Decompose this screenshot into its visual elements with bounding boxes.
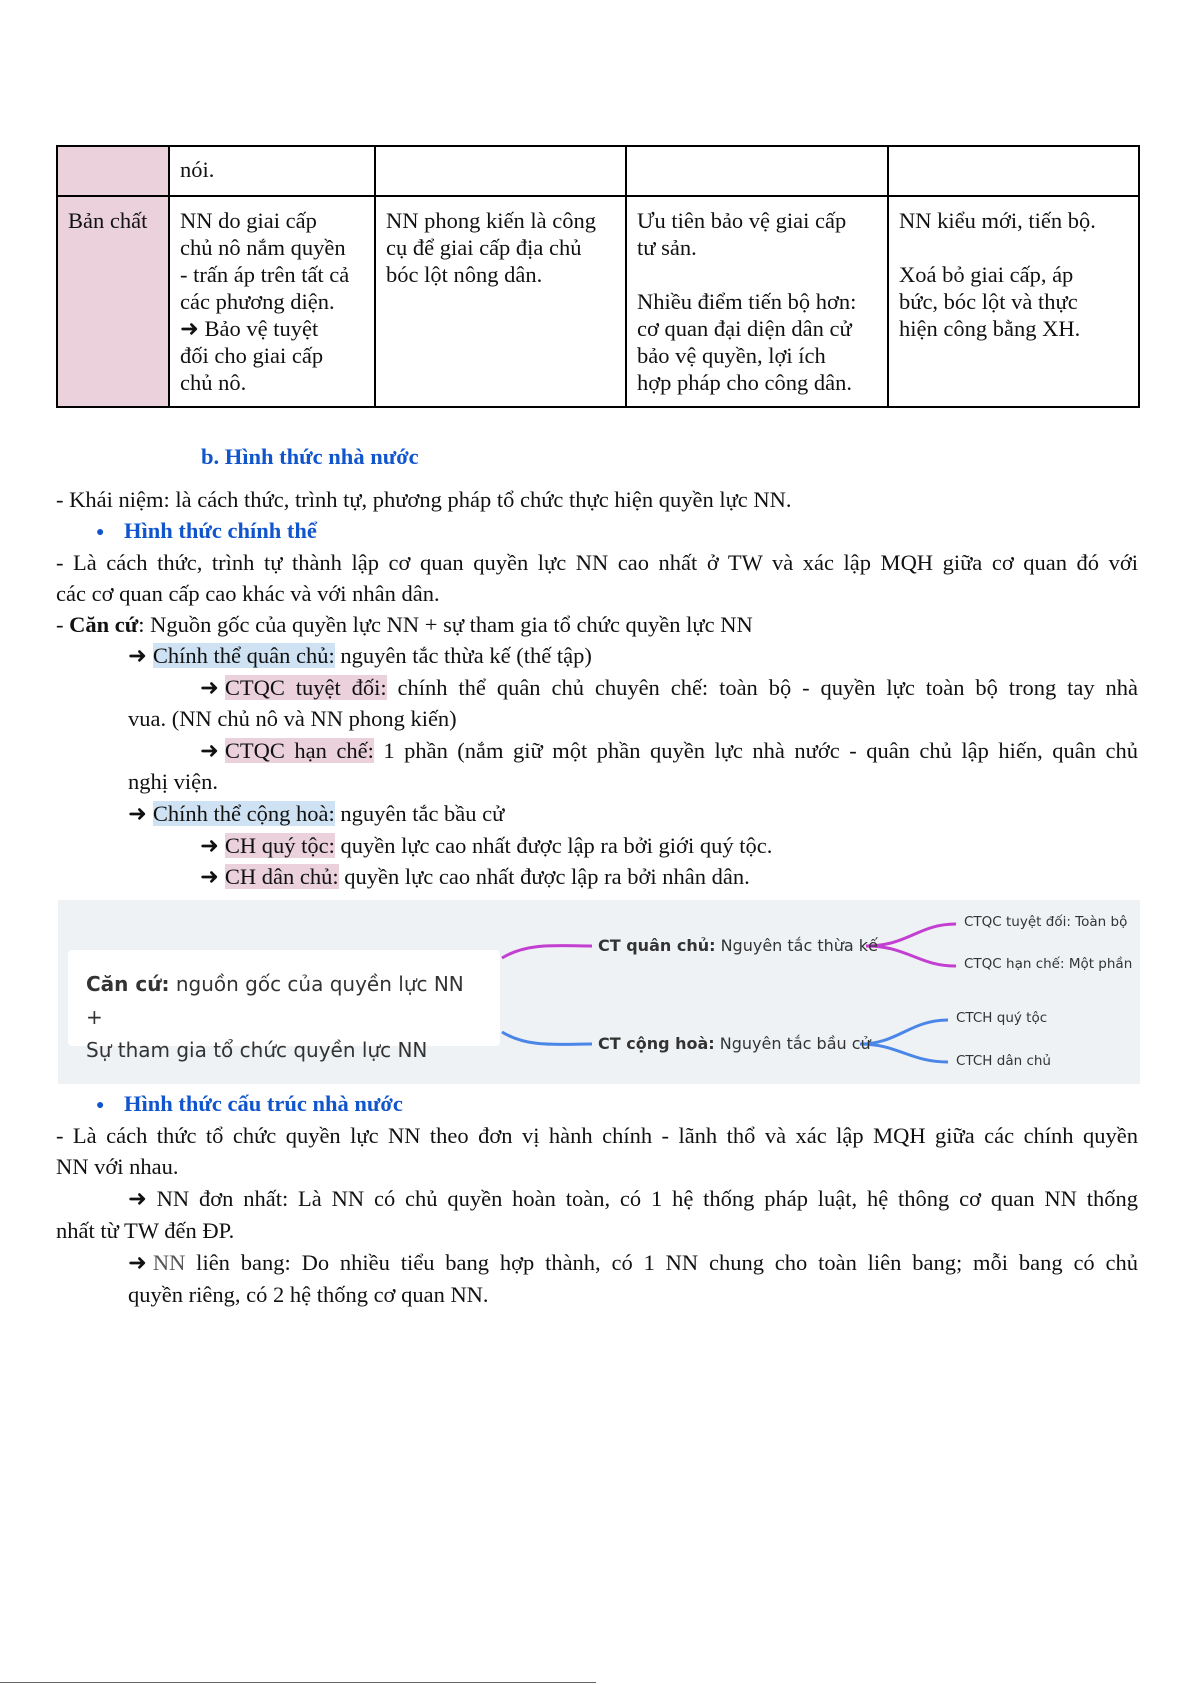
lien-bang-line xyxy=(128,1248,1138,1278)
root-bold: Căn cứ: xyxy=(86,972,170,996)
table-cell: Ưu tiên bảo vệ giai cấp tư sản. Nhiều điểm tiến bộ hơn: cơ quan đại diện dân cử bảo vệ quyền, lợi ích hợp pháp cho công dân. xyxy=(626,196,888,407)
arrow-icon: ➜ xyxy=(200,738,219,763)
heading-text: Hình thức cấu trúc nhà nước xyxy=(124,1091,403,1116)
mindmap-leaf: CTQC tuyệt đối: Toàn bộ xyxy=(964,914,1128,930)
paragraph-line: các cơ quan cấp cao khác và với nhân dân. xyxy=(56,581,440,606)
can-cu-label: Căn cứ xyxy=(69,612,139,637)
table-row xyxy=(57,146,1139,196)
cong-hoa-line xyxy=(128,799,504,829)
node-text: Nguyên tắc thừa kế xyxy=(715,936,878,955)
dan-chu-label: CH dân chủ: xyxy=(224,864,339,889)
node-text: Nguyên tắc bầu cử xyxy=(714,1034,871,1053)
root-text2: Sự tham gia tổ chức quyền lực NN xyxy=(86,1038,428,1062)
table-cell-label xyxy=(57,146,169,196)
table-cell-label: Bản chất xyxy=(57,196,169,407)
comparison-table xyxy=(56,145,1140,408)
lien-bang-text: liên bang: Do nhiều tiểu bang hợp thành, có 1 NN chung cho toàn liên bang; mỗi bang có chủ xyxy=(185,1250,1138,1275)
arrow-icon: ➜ xyxy=(200,864,219,889)
quy-toc-label: CH quý tộc: xyxy=(224,833,335,858)
mindmap-leaf: CTQC hạn chế: Một phần xyxy=(964,956,1133,972)
cong-hoa-text: nguyên tắc bầu cử xyxy=(334,801,505,826)
arrow-icon: ➜ xyxy=(128,801,147,826)
don-nhat-line: ➜ NN đơn nhất: Là NN có chủ quyền hoàn toàn, có 1 hệ thống pháp luật, hệ thông cơ quan NN thống xyxy=(128,1186,1138,1211)
dan-chu-line xyxy=(200,862,750,892)
heading-cau-truc xyxy=(96,1089,403,1121)
tuyet-doi-text: chính thể quân chủ chuyên chế: toàn bộ - quyền lực toàn bộ trong tay nhà xyxy=(386,675,1138,700)
paragraph-line: NN với nhau. xyxy=(56,1154,179,1179)
section-title: b. Hình thức nhà nước xyxy=(201,444,419,469)
arrow-icon: ➜ xyxy=(200,833,219,858)
heading-text: Hình thức chính thể xyxy=(124,518,317,543)
quan-chu-line xyxy=(128,641,592,671)
bullet-icon: ● xyxy=(96,1097,105,1113)
bullet-icon: ● xyxy=(96,524,105,540)
quan-chu-text: nguyên tắc thừa kế (thế tập) xyxy=(334,643,592,668)
node-bold: CT cộng hoà: xyxy=(598,1034,715,1053)
quy-toc-line xyxy=(200,831,772,861)
table-cell xyxy=(375,146,626,196)
mindmap-leaf: CTCH quý tộc xyxy=(956,1010,1048,1026)
tuyet-doi-label: CTQC tuyệt đối: xyxy=(224,675,387,700)
root-text: nguồn gốc của quyền lực NN + xyxy=(86,972,464,1029)
mindmap-node-quan-chu xyxy=(598,936,878,955)
table-cell: NN phong kiến là công cụ để giai cấp địa chủ bóc lột nông dân. xyxy=(375,196,626,407)
tuyet-doi-cont: vua. (NN chủ nô và NN phong kiến) xyxy=(128,706,457,731)
quan-chu-label: Chính thể quân chủ: xyxy=(152,643,335,668)
connector-ch-leaf4 xyxy=(860,1044,948,1062)
han-che-label: CTQC hạn chế: xyxy=(224,738,374,763)
connector-qc-leaf2 xyxy=(866,946,956,966)
quy-toc-text: quyền lực cao nhất được lập ra bởi giới quý tộc. xyxy=(334,833,773,858)
table-row xyxy=(57,196,1139,407)
table-cell: NN do giai cấp chủ nô nắm quyền - trấn áp trên tất cả các phương diện. ➜ Bảo vệ tuyệt đối cho giai cấp chủ nô. xyxy=(169,196,375,407)
dan-chu-text: quyền lực cao nhất được lập ra bởi nhân dân. xyxy=(338,864,750,889)
node-bold: CT quân chủ: xyxy=(598,936,716,955)
han-che-line xyxy=(200,736,1138,766)
arrow-icon: ➜ xyxy=(128,1250,147,1275)
table-cell: NN kiểu mới, tiến bộ. Xoá bỏ giai cấp, áp bức, bóc lột và thực hiện công bằng XH. xyxy=(888,196,1139,407)
cong-hoa-label: Chính thể cộng hoà: xyxy=(152,801,335,826)
can-cu-line: - Căn cứ: Nguồn gốc của quyền lực NN + sự tham gia tổ chức quyền lực NN xyxy=(56,612,753,637)
connector-root-ch xyxy=(502,1032,592,1044)
footer-divider xyxy=(0,1682,596,1683)
connector-qc-leaf1 xyxy=(866,924,956,946)
arrow-icon: ➜ xyxy=(200,675,219,700)
han-che-text: 1 phần (nắm giữ một phần quyền lực nhà nước - quân chủ lập hiến, quân chủ xyxy=(373,738,1138,763)
paragraph-line: - Là cách thức, trình tự thành lập cơ quan quyền lực NN cao nhất ở TW và xác lập MQH giữa cơ quan đó với xyxy=(56,550,1138,575)
mindmap-figure xyxy=(58,900,1140,1084)
mindmap-leaf: CTCH dân chủ xyxy=(956,1053,1051,1069)
arrow-icon: ➜ xyxy=(128,643,147,668)
table-cell xyxy=(888,146,1139,196)
paragraph-line: - Là cách thức tổ chức quyền lực NN theo đơn vị hành chính - lãnh thổ và xác lập MQH giữa các chính quyền xyxy=(56,1123,1138,1148)
table-cell xyxy=(626,146,888,196)
concept-line: - Khái niệm: là cách thức, trình tự, phương pháp tổ chức thực hiện quyền lực NN. xyxy=(56,487,792,512)
heading-chinh-the xyxy=(96,516,317,548)
mindmap-node-cong-hoa xyxy=(598,1034,871,1053)
lien-bang-cont: quyền riêng, có 2 hệ thống cơ quan NN. xyxy=(128,1282,489,1307)
connector-ch-leaf3 xyxy=(860,1020,948,1044)
lien-bang-label: NN xyxy=(152,1250,186,1275)
don-nhat-cont: nhất từ TW đến ĐP. xyxy=(56,1218,235,1243)
table-cell: nói. xyxy=(169,146,375,196)
mindmap-root xyxy=(68,950,500,1062)
han-che-cont: nghị viện. xyxy=(128,769,218,794)
can-cu-text: : Nguồn gốc của quyền lực NN + sự tham gia tổ chức quyền lực NN xyxy=(138,612,753,637)
connector-root-qc xyxy=(502,946,592,958)
tuyet-doi-line xyxy=(200,673,1138,703)
